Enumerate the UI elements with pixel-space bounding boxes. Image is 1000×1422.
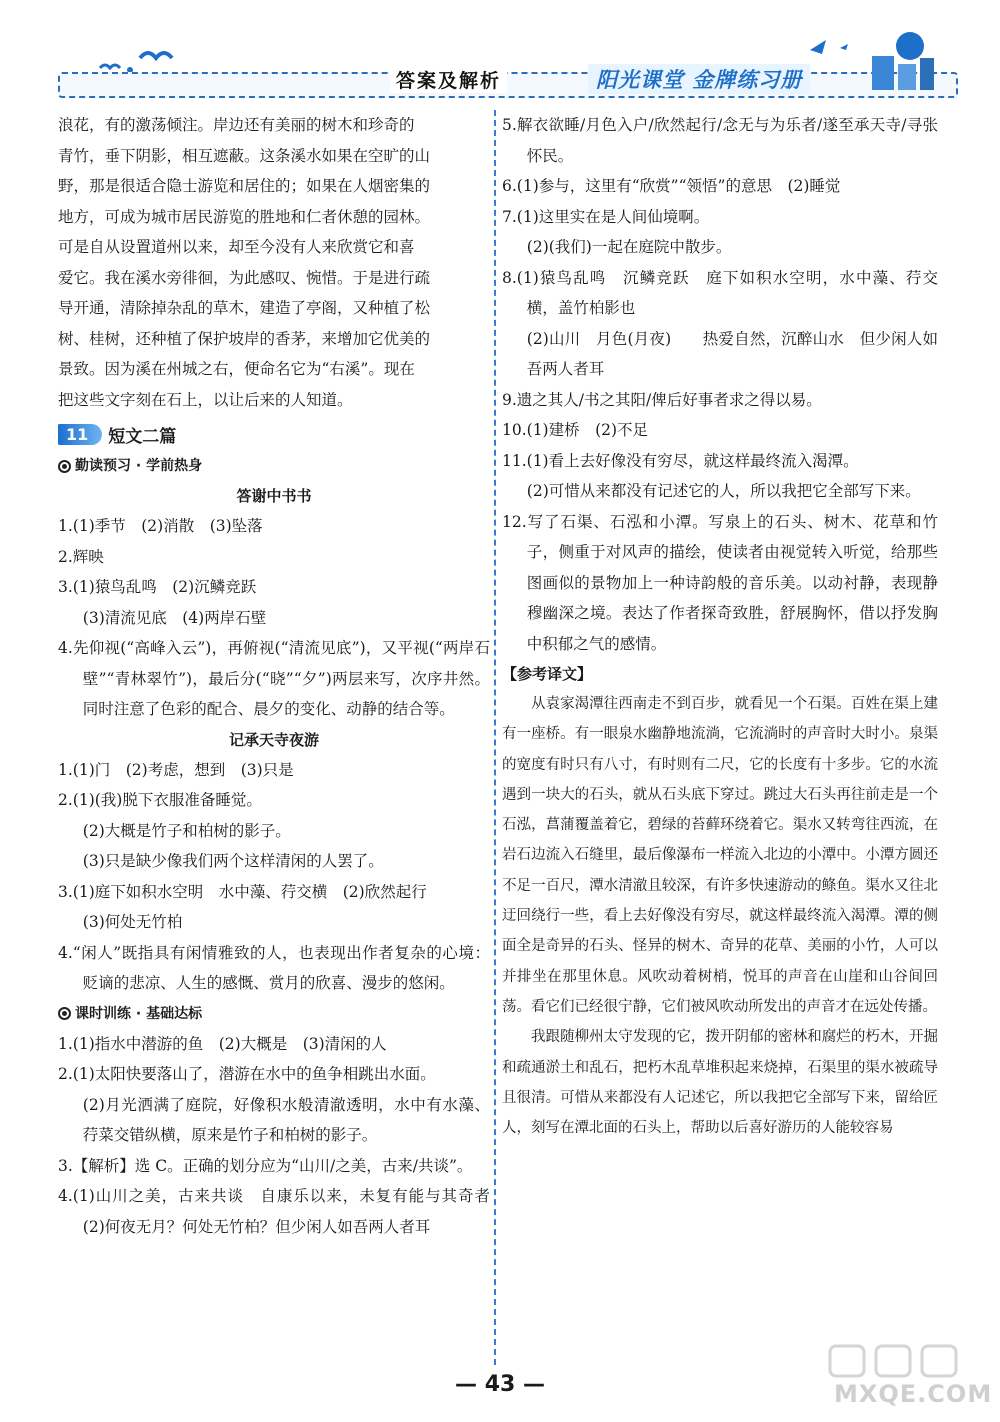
answer-item: 4.先仰视(“高峰入云”)，再俯视(“清流见底”)，又平视(“两岸石壁”“青林翠竹”)，最后分(“晓”“夕”)两层来写，次序井然。同时注意了色彩的配合、晨夕的变化、动静的结合等。 [58, 639, 490, 718]
watermark-icon [820, 1340, 970, 1380]
header-left-title: 答案及解析 [390, 66, 507, 93]
page-number: — 43 — [455, 1372, 545, 1397]
right-column [502, 110, 938, 1143]
translation-paragraph: 从袁家渴潭往西南走不到百步，就看见一个石渠。百姓在渠上建有一座桥。有一眼泉水幽静地流淌，它流淌时的声音时大时小。泉渠的宽度有时只有八寸，有时则有二尺，它的长度有十多步。它的水流遇到一块大的石头，就从石头底下穿过。跳过大石头再往前走是一个石泓，菖蒲覆盖着它，碧绿的苔藓环绕着它。渠水又转弯往西流，在岩石边流入石缝里，最后像瀑布一样流入北边的小潭中。小潭方圆还不足一百尺，潭水清澈且较深，有许多快速游动的鲦鱼。渠水又往北迂回绕行一些，看上去好像没有穷尽，就这样最终流入渴潭。潭的侧面全是奇异的石头、怪异的树木、奇异的花草、美丽的小竹，人可以并排坐在那里休息。风吹动着树梢，悦耳的声音在山崖和山谷间回荡。看它们已经很宁静，它们被风吹动所发出的声音才在远处传播。 [502, 696, 938, 1015]
answer-item: 10.(1)建桥 (2)不足 [502, 421, 649, 439]
subheading-text: 勤读预习 · 学前热身 [75, 458, 203, 474]
answer-item: 2.(1)太阳快要落山了，潜游在水中的鱼争相跳出水面。 [58, 1065, 436, 1083]
answer-item: 6.(1)参与，这里有“欣赏”“领悟”的意思 (2)睡觉 [502, 177, 841, 195]
subheading-training [58, 999, 490, 1029]
answer-item: (3)何处无竹柏 [82, 913, 183, 931]
answer-item: 2.(1)(我)脱下衣服准备睡觉。 [58, 791, 262, 809]
answer-item: 1.(1)季节 (2)消散 (3)坠落 [58, 517, 263, 535]
answer-item: 12.写了石渠、石泓和小潭。写泉上的石头、树木、花草和竹子，侧重于对风声的描绘，使读者由视觉转入听觉，给那些图画似的景物加上一种诗韵般的音乐美。以动衬静，表现静穆幽深之境。表达了作者探奇致胜，舒展胸怀，借以抒发胸中积郁之气的感情。 [502, 512, 938, 653]
answer-item: 7.(1)这里实在是人间仙境啊。 [502, 207, 710, 226]
intro-line: 把这些文字刻在石上，以让后来的人知道。 [58, 390, 353, 409]
intro-line: 爱它。我在溪水旁徘徊，为此感叹、惋惜。于是进行疏 [58, 268, 431, 287]
left-column [58, 110, 506, 1242]
answers-part3 [58, 1029, 506, 1243]
watermark-logo [820, 1340, 993, 1410]
answer-item: (2)大概是竹子和柏树的影子。 [82, 821, 291, 840]
circle-bullet-icon [58, 1007, 71, 1020]
answer-item: (3)只是缺少像我们两个这样清闲的人罢了。 [82, 852, 384, 870]
intro-line: 野，那是很适合隐士游览和居住的；如果在人烟密集的 [58, 177, 431, 195]
answers-part2 [58, 755, 490, 999]
answer-item: 9.遗之其人/书之其阳/俾后好事者求之得以易。 [502, 390, 822, 409]
header-right-title: 阳光课堂 金牌练习册 [588, 64, 810, 94]
translation-paragraph: 我跟随柳州太守发现的它，拨开阴郁的密林和腐烂的朽木，开掘和疏通淤土和乱石，把朽木乱草堆积起来烧掉，石渠里的渠水被疏导且很清。可惜从来都没有人记述它，所以我把它全部写下来，留给匠人，刻写在潭北面的石头上，帮助以后喜好游历的人能较容易 [502, 1029, 938, 1137]
answers-part1 [58, 511, 490, 725]
section-heading [58, 417, 490, 451]
answer-item: 11.(1)看上去好像没有穷尽，就这样最终流入渴潭。 [502, 451, 859, 470]
answer-item: (2)月光洒满了庭院，好像积水般清澈透明，水中有水藻、荇菜交错纵横，原来是竹子和柏树的影子。 [82, 1095, 490, 1144]
article-title: 答谢中书书 [236, 487, 312, 505]
answer-item: (2)可惜从来都没有记述它的人，所以我把它全部写下来。 [526, 482, 921, 500]
subheading-text: 课时训练 · 基础达标 [75, 1005, 203, 1022]
intro-line: 浪花，有的激荡倾注。岸边还有美丽的树木和珍奇的 [58, 116, 415, 134]
section-title: 短文二篇 [108, 426, 177, 447]
birds-icon [80, 28, 220, 78]
reference-translation-label: 【参考译文】 [502, 665, 593, 683]
answer-item: 8.(1)猿鸟乱鸣 沉鳞竞跃 庭下如积水空明，水中藻、荇交横，盖竹柏影也 [502, 268, 938, 317]
answer-item: 3.(1)猿鸟乱鸣 (2)沉鳞竞跃 [58, 578, 257, 596]
subheading-preview [58, 451, 490, 481]
answer-item: (2)山川 月色(月夜) 热爱自然，沉醉山水 但少闲人如吾两人者耳 [526, 329, 938, 378]
intro-line: 景致。因为溪在州城之右，便命名它为“右溪”。现在 [58, 360, 415, 378]
answer-item: 1.(1)指水中潜游的鱼 (2)大概是 (3)清闲的人 [58, 1034, 387, 1053]
answer-item: 4.(1)山川之美，古来共谈 自康乐以来，未复有能与其奇者 (2)何夜无月？何处无竹柏？但少闲人如吾两人者耳 [58, 1187, 506, 1236]
intro-line: 导开通，清除掉杂乱的草木，建造了亭阁，又种植了松 [58, 299, 431, 317]
answer-item: (3)清流见底 (4)两岸石壁 [82, 608, 267, 627]
intro-line: 地方，可成为城市居民游览的胜地和仁者休憩的园林。 [58, 207, 431, 226]
answer-item: (2)(我们)一起在庭院中散步。 [526, 238, 732, 256]
intro-line: 可是自从设置道州以来，却至今没有人来欣赏它和喜 [58, 238, 415, 256]
answers-right [502, 110, 938, 659]
answer-item: 1.(1)门 (2)考虑，想到 (3)只是 [58, 760, 294, 779]
answer-item: 2.辉映 [58, 547, 104, 566]
column-divider [494, 110, 496, 1365]
intro-translation [58, 110, 490, 415]
watermark-text: MXQE.COM [834, 1380, 993, 1408]
section-number-badge: 11 [58, 424, 102, 445]
circle-bullet-icon [58, 460, 71, 473]
page-header [40, 28, 960, 106]
city-scene-icon [760, 28, 960, 98]
answer-item: 3.(1)庭下如积水空明 水中藻、荇交横 (2)欣然起行 [58, 882, 427, 901]
answer-item: 4.“闲人”既指具有闲情雅致的人，也表现出作者复杂的心境：贬谪的悲凉、人生的感慨、赏月的欣喜、漫步的悠闲。 [58, 943, 490, 992]
answer-item: 5.解衣欲睡/月色入户/欣然起行/念无与为乐者/遂至承天寺/寻张怀民。 [502, 116, 938, 165]
intro-line: 青竹，垂下阴影，相互遮蔽。这条溪水如果在空旷的山 [58, 146, 431, 165]
article-title: 记承天寺夜游 [228, 730, 319, 749]
answer-item: 3.【解析】选 C。正确的划分应为“山川/之美，古来/共谈”。 [58, 1156, 473, 1175]
intro-line: 树、桂树，还种植了保护坡岸的香茅，来增加它优美的 [58, 329, 431, 348]
